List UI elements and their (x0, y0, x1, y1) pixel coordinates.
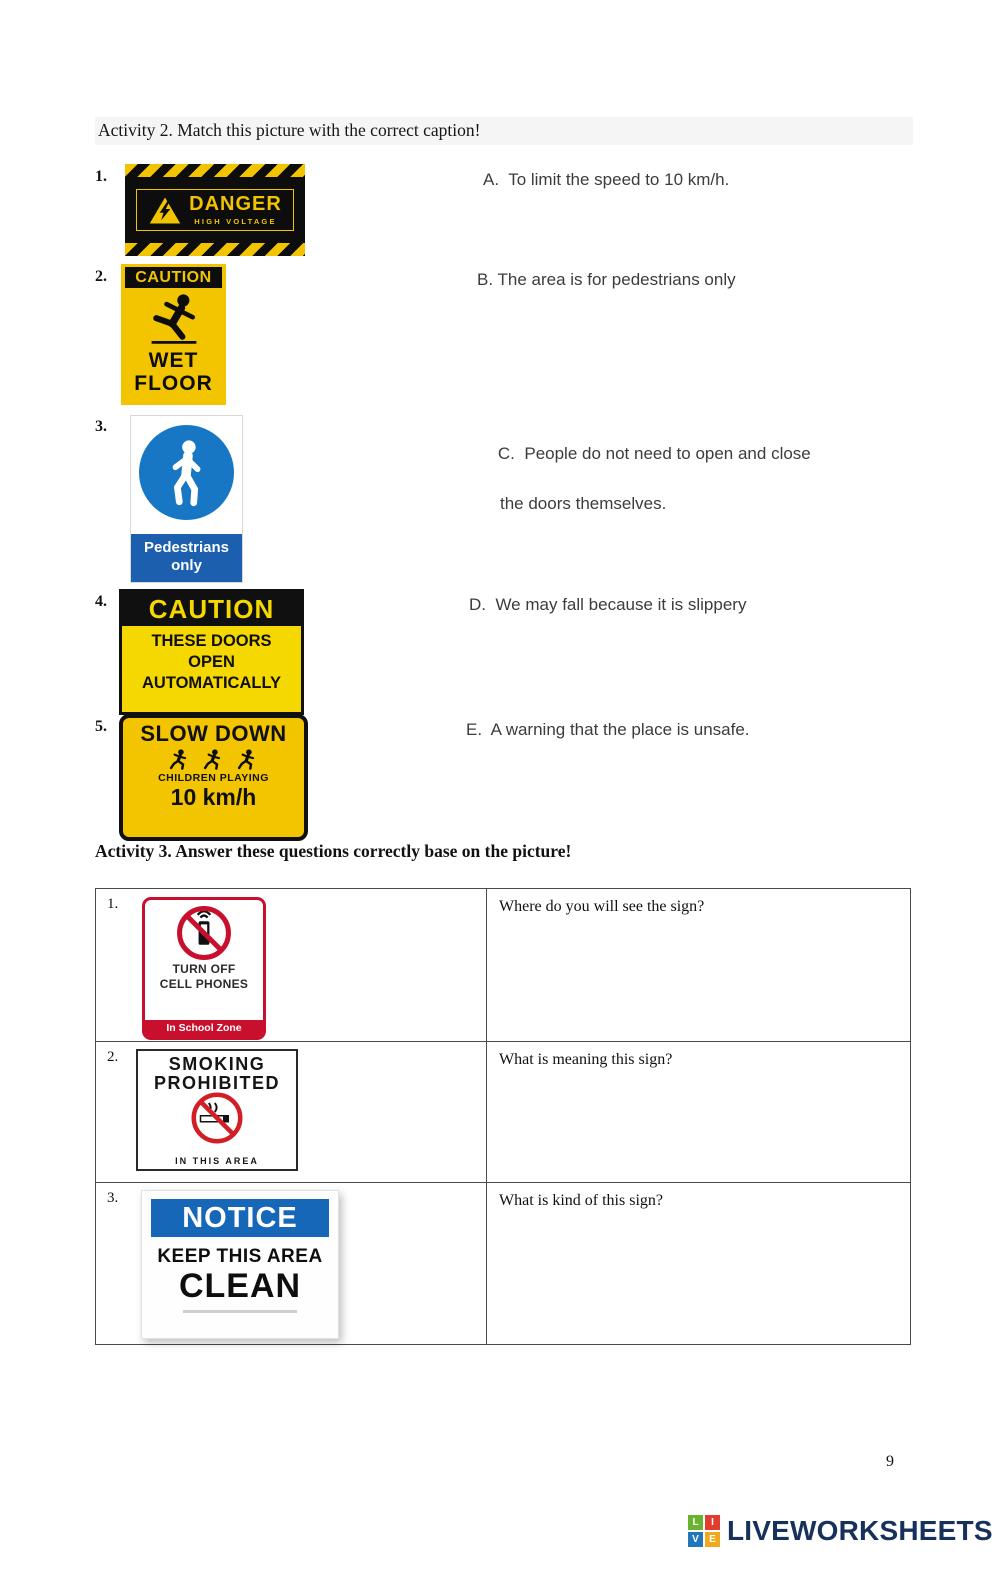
doors-line3: AUTOMATICALLY (141, 674, 282, 692)
smoking-line3: IN THIS AREA (175, 1156, 259, 1166)
pedestrian-label-bar (131, 534, 242, 582)
logo-letter-i: I (705, 1515, 720, 1530)
doors-header: CAUTION (122, 592, 301, 626)
activity3-table (95, 888, 911, 1345)
logo-letter-v: V (688, 1532, 703, 1547)
hazard-stripe-bottom (125, 243, 305, 256)
children-playing-icons (169, 748, 258, 771)
danger-sign-body (125, 177, 305, 243)
wet-floor-header: CAUTION (125, 267, 222, 288)
notice-line2: CLEAN (178, 1267, 302, 1305)
liveworksheets-logo-icon (688, 1515, 720, 1547)
phone-sign-line1: TURN OFF (172, 962, 236, 976)
doors-line2: OPEN (188, 653, 235, 671)
item-number-3: 3. (95, 418, 107, 435)
caption-a: A. To limit the speed to 10 km/h. (483, 170, 730, 189)
slow-down-speed: 10 km/h (170, 784, 257, 810)
slow-down-title: SLOW DOWN (140, 721, 287, 746)
logo-letter-e: E (705, 1532, 720, 1547)
question-text-1: Where do you will see the sign? (499, 898, 705, 915)
item-number-4: 4. (95, 593, 107, 610)
caption-c (479, 416, 811, 566)
high-voltage-triangle-icon (148, 196, 182, 225)
smoking-line2: PROHIBITED (153, 1073, 280, 1093)
slow-down-subtitle: CHILDREN PLAYING (158, 772, 269, 784)
child-runner-icon (203, 748, 224, 771)
caption-e: E. A warning that the place is unsafe. (466, 720, 750, 739)
notice-header: NOTICE (151, 1199, 329, 1237)
question-cell-3 (487, 1183, 911, 1345)
activity2-title: Activity 2. Match this picture with the correct caption! (95, 117, 913, 145)
sign-slow-down-children (119, 714, 308, 841)
sign-cell-1 (96, 889, 487, 1042)
caption-c-line1: C. People do not need to open and close (497, 444, 811, 463)
caption-b: B. The area is for pedestrians only (477, 270, 736, 289)
sign-cell-2 (96, 1042, 487, 1183)
phone-sign-line3: In School Zone (145, 1020, 263, 1037)
caption-c-line2: the doors themselves. (500, 494, 667, 513)
child-runner-icon (237, 748, 258, 771)
slipping-person-icon (144, 292, 204, 348)
sign-danger-high-voltage (125, 164, 305, 256)
no-cell-phone-icon (175, 904, 233, 962)
pedestrian-line2: only (171, 557, 202, 574)
row-number-2: 2. (107, 1049, 119, 1065)
caption-d: D. We may fall because it is slippery (469, 595, 747, 614)
logo-letter-l: L (688, 1515, 703, 1530)
brand-name: LIVEWORKSHEETS (727, 1515, 993, 1546)
fine-print-line (183, 1310, 297, 1313)
sign-smoking-prohibited (136, 1049, 298, 1171)
question-text-2: What is meaning this sign? (499, 1051, 673, 1068)
question-cell-2 (487, 1042, 911, 1183)
item-number-5: 5. (95, 718, 107, 735)
table-row-1 (96, 889, 911, 1042)
liveworksheets-brand (688, 1515, 993, 1547)
phone-sign-line2: CELL PHONES (159, 977, 249, 991)
smoking-line1: SMOKING (168, 1054, 266, 1074)
page-number: 9 (886, 1453, 894, 1470)
row-number-3: 3. (107, 1190, 119, 1206)
sign-pedestrians-only (130, 415, 243, 583)
table-row-3 (96, 1183, 911, 1345)
pedestrian-line1: Pedestrians (143, 539, 230, 556)
sign-cell-3 (96, 1183, 487, 1345)
hazard-stripe-top (125, 164, 305, 177)
danger-sign-panel (136, 189, 294, 231)
danger-title: DANGER (189, 193, 282, 215)
row-number-1: 1. (107, 896, 119, 912)
question-text-3: What is kind of this sign? (499, 1192, 663, 1209)
item-number-1: 1. (95, 168, 107, 185)
notice-line1: KEEP THIS AREA (157, 1246, 323, 1267)
pedestrian-circle (139, 425, 234, 520)
danger-subtitle: HIGH VOLTAGE (194, 217, 277, 226)
walking-person-icon (163, 439, 211, 507)
wet-floor-line2: FLOOR (134, 372, 213, 395)
question-cell-1 (487, 889, 911, 1042)
item-number-2: 2. (95, 268, 107, 285)
table-row-2 (96, 1042, 911, 1183)
wet-floor-line1: WET (148, 349, 199, 372)
sign-automatic-doors (119, 589, 304, 715)
activity3-title: Activity 3. Answer these questions correctly base on the picture! (95, 841, 572, 861)
child-runner-icon (169, 748, 190, 771)
no-smoking-icon (190, 1091, 244, 1145)
sign-turn-off-cell-phones (142, 897, 266, 1040)
sign-notice-keep-clean (141, 1190, 339, 1339)
danger-sign-text (189, 194, 282, 226)
sign-wet-floor (121, 264, 226, 405)
doors-line1: THESE DOORS (151, 632, 272, 650)
